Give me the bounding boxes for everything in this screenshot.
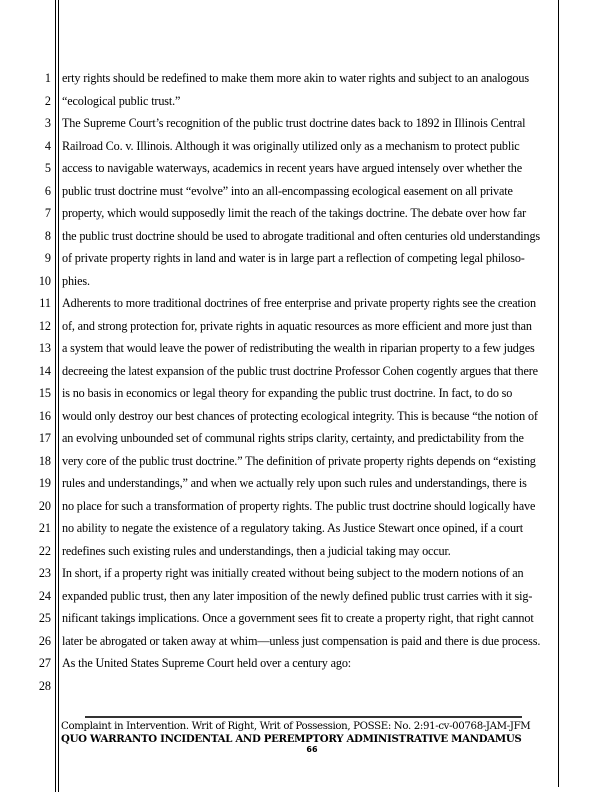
line-number: 20	[38, 498, 51, 513]
line-number: 23	[38, 566, 51, 580]
line-number: 18	[38, 453, 51, 468]
pleading-line	[0, 247, 612, 269]
line-number: 22	[38, 543, 51, 558]
line-text: no ability to negate the existence of a regulatory taking. As Justice Stewart once opined, if a court	[62, 521, 524, 535]
line-number: 26	[38, 633, 51, 648]
pleading-line	[0, 337, 612, 359]
line-text: public trust doctrine must “evolve” into an all-encompassing ecological easement on all private	[62, 183, 513, 198]
pleading-line	[0, 517, 612, 539]
line-text: later be abrogated or taken away at whim—unless just compensation is paid and there is due process.	[62, 633, 541, 648]
line-number: 3	[44, 116, 51, 130]
pleading-line	[0, 382, 612, 404]
line-text: In short, if a property right was initially created without being subject to the modern notions of an	[62, 566, 524, 580]
footer-document-title: QUO WARRANTO INCIDENTAL AND PEREMPTORY ADMINISTRATIVE MANDAMUS	[61, 733, 522, 745]
line-number: 14	[38, 363, 51, 378]
pleading-line	[0, 270, 612, 292]
line-text: no place for such a transformation of property rights. The public trust doctrine should logically have	[62, 498, 536, 513]
line-text: Railroad Co. v. Illinois. Although it was originally utilized only as a mechanism to protect public	[62, 138, 520, 153]
line-number: 7	[44, 206, 51, 220]
line-text: expanded public trust, then any later imposition of the newly defined public trust carries with it sig-	[62, 588, 533, 603]
line-text: would only destroy our best chances of protecting ecological integrity. This is because “the notion of	[62, 408, 538, 423]
line-number: 25	[38, 611, 51, 625]
pleading-line	[0, 112, 612, 134]
page-number: 66	[306, 745, 318, 754]
pleading-line	[0, 450, 612, 472]
line-text: redefines such existing rules and understandings, then a judicial taking may occur.	[62, 543, 451, 558]
line-text: a system that would leave the power of redistributing the wealth in riparian property to a few judges	[62, 341, 535, 355]
line-text: decreeing the latest expansion of the public trust doctrine Professor Cohen cogently argues that there	[62, 363, 538, 378]
pleading-line	[0, 472, 612, 494]
pleading-line	[0, 495, 612, 517]
line-number: 2	[44, 93, 51, 108]
line-text: erty rights should be redefined to make them more akin to water rights and subject to an analogous	[62, 71, 529, 85]
line-number: 24	[38, 588, 51, 603]
line-number: 15	[38, 386, 51, 400]
line-number: 17	[38, 431, 51, 445]
footer-rule	[85, 716, 522, 718]
line-number: 5	[44, 161, 51, 175]
pleading-line	[0, 405, 612, 427]
line-number: 10	[38, 273, 51, 288]
line-text: As the United States Supreme Court held over a century ago:	[62, 656, 351, 670]
pleading-line	[0, 630, 612, 652]
line-number: 4	[44, 138, 51, 153]
line-text: nificant takings implications. Once a government sees fit to create a property right, that right cannot	[62, 611, 534, 625]
line-number: 11	[39, 296, 51, 310]
line-text: The Supreme Court’s recognition of the public trust doctrine dates back to 1892 in Illinois Central	[62, 116, 526, 130]
pleading-line	[0, 607, 612, 629]
line-number: 28	[38, 678, 51, 693]
line-text: the public trust doctrine should be used to abrogate traditional and often centuries old understandings	[62, 228, 541, 243]
line-text: “ecological public trust.”	[62, 93, 181, 108]
line-text: rules and understandings,” and when we actually rely upon such rules and understandings, there is	[62, 476, 527, 490]
pleading-line	[0, 135, 612, 157]
pleading-line	[0, 675, 612, 697]
line-number: 6	[44, 183, 51, 198]
pleading-line	[0, 540, 612, 562]
pleading-line	[0, 292, 612, 314]
line-number: 8	[44, 228, 51, 243]
line-number: 27	[38, 656, 51, 670]
line-text: property, which would supposedly limit the reach of the takings doctrine. The debate over how far	[62, 206, 527, 220]
pleading-line	[0, 180, 612, 202]
line-text: very core of the public trust doctrine.” The definition of private property rights depends on “existing	[62, 453, 536, 468]
pleading-line	[0, 90, 612, 112]
line-text: is no basis in economics or legal theory for expanding the public trust doctrine. In fact, to do so	[62, 386, 513, 400]
line-number: 12	[38, 318, 51, 333]
line-number: 1	[44, 71, 51, 85]
line-number: 9	[44, 251, 51, 265]
line-number: 21	[38, 521, 51, 535]
line-text: Adherents to more traditional doctrines of free enterprise and private property rights see the creation	[62, 296, 536, 310]
footer-case-caption: Complaint in Intervention. Writ of Right, Writ of Possession, POSSE: No. 2:91-cv-00768-JAM-JFM	[61, 721, 531, 732]
pleading-line	[0, 427, 612, 449]
line-number: 13	[38, 341, 51, 355]
line-text: phies.	[62, 273, 90, 288]
line-text: an evolving unbounded set of communal rights strips clarity, certainty, and predictability from the	[62, 431, 524, 445]
line-number: 19	[38, 476, 51, 490]
pleading-line	[0, 202, 612, 224]
line-text: of private property rights in land and water is in large part a reflection of competing legal philoso-	[62, 251, 525, 265]
pleading-line	[0, 157, 612, 179]
pleading-line	[0, 315, 612, 337]
pleading-line	[0, 67, 612, 89]
pleading-line	[0, 585, 612, 607]
pleading-line	[0, 225, 612, 247]
pleading-line	[0, 562, 612, 584]
pleading-line	[0, 360, 612, 382]
line-text: access to navigable waterways, academics in recent years have argued intensely over whether the	[62, 161, 522, 175]
line-number: 16	[38, 408, 51, 423]
pleading-line	[0, 652, 612, 674]
line-text: of, and strong protection for, private rights in aquatic resources as more efficient and more just than	[62, 318, 532, 333]
